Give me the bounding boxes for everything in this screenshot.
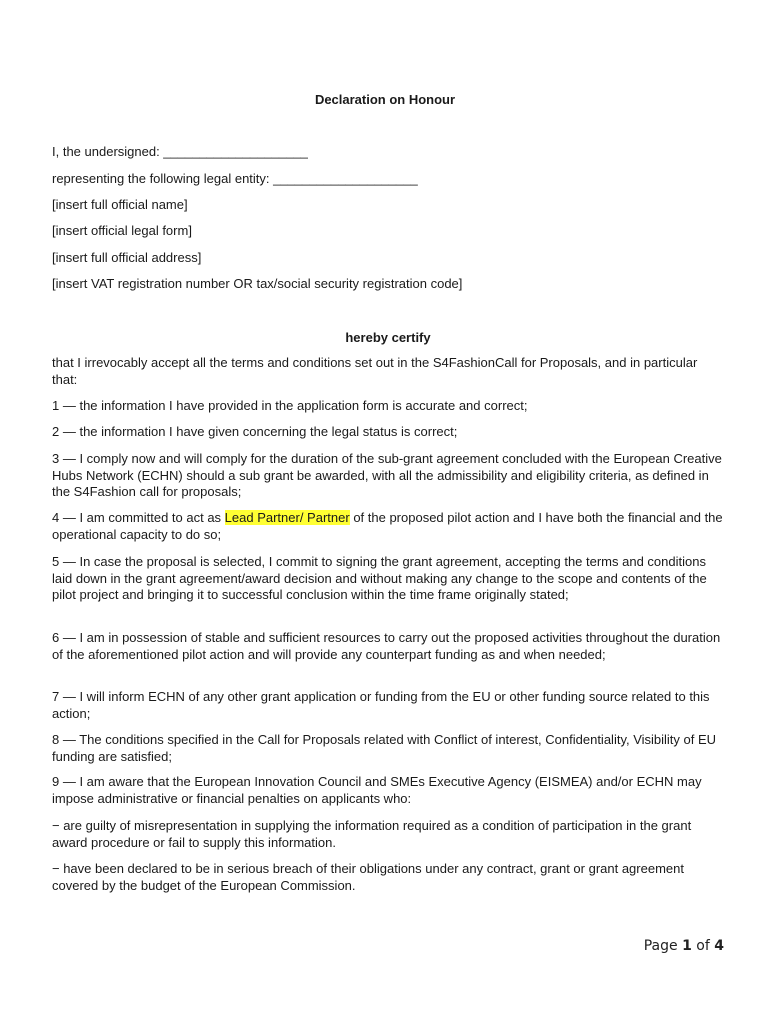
undersigned-line: I, the undersigned: ____________________ [52,144,308,159]
lead-partner-highlight: Lead Partner/ Partner [224,510,350,525]
item-9: 9 — I am aware that the European Innovation Council and SMEs Executive Agency (EISMEA) and/or ECHN may impose administrative or financial penalties on applicants who: [52,774,702,806]
page-number [644,938,724,954]
item-7: 7 — I will inform ECHN of any other grant application or funding from the EU or other funding source related to this action; [52,689,710,721]
item-4-suffix: of the proposed pilot action and I have both the financial and the operational capacity to do so; [52,510,723,542]
item-1: 1 — the information I have provided in the application form is accurate and correct; [52,398,528,413]
insert-vat-line: [insert VAT registration number OR tax/social security registration code] [52,276,463,291]
item-3: 3 — I comply now and will comply for the duration of the sub-grant agreement concluded with the European Creative Hubs Network (ECHN) should a sub grant be awarded, with all the admissibility and eligibility criteria, as defined in the S4Fashion call for proposals; [52,451,722,500]
representing-line: representing the following legal entity: ____________________ [52,171,418,186]
insert-form-line: [insert official legal form] [52,223,192,238]
current-page: 1 [682,938,692,954]
insert-address-line: [insert full official address] [52,250,202,265]
item-2: 2 — the information I have given concerning the legal status is correct; [52,424,458,439]
certify-heading: hereby certify [345,330,431,345]
total-pages: 4 [714,938,724,954]
bullet-2: − have been declared to be in serious breach of their obligations under any contract, grant or grant agreement covered by the budget of the European Commission. [52,861,684,893]
item-4-prefix: 4 — I am committed to act as [52,510,225,525]
document-title: Declaration on Honour [314,92,456,107]
page-label: Page [643,938,678,954]
item-8: 8 — The conditions specified in the Call for Proposals related with Conflict of interest, Confidentiality, Visibility of EU funding are satisfied; [52,732,717,764]
insert-name-line: [insert full official name] [52,197,188,212]
intro-paragraph: that I irrevocably accept all the terms and conditions set out in the S4FashionCall for Proposals, and in particular that: [52,355,698,387]
of-label: of [696,938,710,954]
item-6: 6 — I am in possession of stable and sufficient resources to carry out the proposed activities throughout the duration of the aforementioned pilot action and will provide any counterpart funding as and when needed; [52,630,721,662]
bullet-1: − are guilty of misrepresentation in supplying the information required as a condition of participation in the grant award procedure or fail to supply this information. [52,818,692,850]
item-4 [52,510,724,543]
item-5: 5 — In case the proposal is selected, I commit to signing the grant agreement, accepting the terms and conditions laid down in the grant agreement/award decision and without making any change to the scope and contents of the pilot project and bringing it to successful conclusion within the time frame originally stated; [52,554,707,603]
